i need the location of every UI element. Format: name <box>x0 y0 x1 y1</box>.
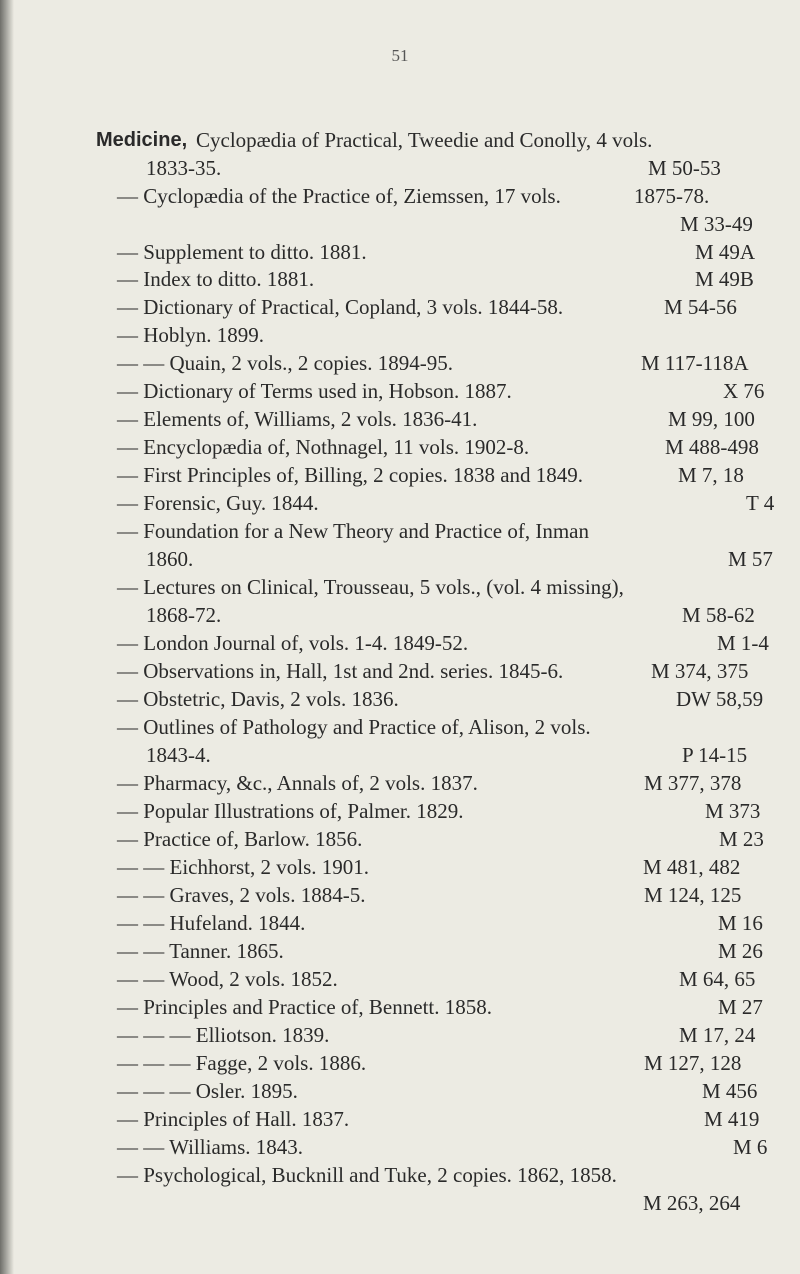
entry-line: — — Graves, 2 vols. 1884-5. <box>117 883 366 907</box>
entry-line: — Elements of, Williams, 2 vols. 1836-41. <box>117 407 478 431</box>
entry-line: — Dictionary of Terms used in, Hobson. 1887. <box>117 379 512 403</box>
entry-line: — Principles and Practice of, Bennett. 1858. <box>117 995 492 1019</box>
shelf-mark: M 26 <box>718 939 763 963</box>
entry-line: — — Eichhorst, 2 vols. 1901. <box>117 855 369 879</box>
shelf-mark: M 16 <box>718 911 763 935</box>
entry-line: — Psychological, Bucknill and Tuke, 2 copies. 1862, 1858. <box>117 1163 617 1187</box>
shelf-mark: M 6 <box>733 1135 768 1159</box>
shelf-mark: M 33-49 <box>680 212 753 236</box>
shelf-mark: M 49A <box>695 240 756 264</box>
shelf-mark: M 377, 378 <box>644 771 742 795</box>
shelf-mark: M 419 <box>704 1107 760 1131</box>
shelf-mark: M 27 <box>718 995 763 1019</box>
shelf-mark: M 127, 128 <box>644 1051 742 1075</box>
shelf-mark: M 481, 482 <box>643 855 741 879</box>
entry-line: — — Hufeland. 1844. <box>117 911 306 935</box>
entry-line: — Obstetric, Davis, 2 vols. 1836. <box>117 687 399 711</box>
shelf-mark: M 456 <box>702 1079 758 1103</box>
entry-line: — Cyclopædia of the Practice of, Ziemssen, 17 vols. <box>117 184 561 208</box>
binding-shadow <box>0 0 14 1274</box>
entry-date: 1860. <box>146 547 194 571</box>
shelf-mark: M 54-56 <box>664 295 737 319</box>
entry-line: — Forensic, Guy. 1844. <box>117 491 319 515</box>
entry-line: — — Williams. 1843. <box>117 1135 304 1159</box>
shelf-mark: M 49B <box>695 267 754 291</box>
entry-line: — Index to ditto. 1881. <box>117 267 315 291</box>
entry-line: — — — Fagge, 2 vols. 1886. <box>117 1051 367 1075</box>
entry-line: Cyclopædia of Practical, Tweedie and Conolly, 4 vols. <box>196 128 653 152</box>
entry-line: — — — Osler. 1895. <box>117 1079 298 1103</box>
shelf-mark: M 23 <box>719 827 764 851</box>
shelf-mark: M 1-4 <box>717 631 769 655</box>
entry-line: — Foundation for a New Theory and Practice of, Inman <box>117 519 589 543</box>
entry-line: — First Principles of, Billing, 2 copies. 1838 and 1849. <box>117 463 584 487</box>
shelf-mark: M 50-53 <box>648 156 721 180</box>
shelf-mark: M 64, 65 <box>679 967 756 991</box>
entry-line: — — Wood, 2 vols. 1852. <box>117 967 338 991</box>
shelf-mark: DW 58,59 <box>676 687 764 711</box>
entry-line: — Encyclopædia of, Nothnagel, 11 vols. 1902-8. <box>117 435 530 459</box>
shelf-mark: M 57 <box>728 547 773 571</box>
entry-date: 1875-78. <box>634 184 710 208</box>
entry-line: — Pharmacy, &c., Annals of, 2 vols. 1837. <box>117 771 478 795</box>
entry-line: — London Journal of, vols. 1-4. 1849-52. <box>117 631 469 655</box>
shelf-mark: M 117-118A <box>641 351 749 375</box>
entry-line: — Popular Illustrations of, Palmer. 1829. <box>117 799 464 823</box>
entry-line: — Outlines of Pathology and Practice of, Alison, 2 vols. <box>117 715 591 739</box>
entry-line: — — Quain, 2 vols., 2 copies. 1894-95. <box>117 351 453 375</box>
entry-line: — Practice of, Barlow. 1856. <box>117 827 363 851</box>
shelf-mark: M 58-62 <box>682 603 755 627</box>
entry-line: — Dictionary of Practical, Copland, 3 vols. 1844-58. <box>117 295 564 319</box>
shelf-mark: M 488-498 <box>665 435 759 459</box>
entry-date: 1868-72. <box>146 603 222 627</box>
entry-line: — — Tanner. 1865. <box>117 939 284 963</box>
page-number: 51 <box>391 46 409 65</box>
shelf-mark: M 124, 125 <box>644 883 742 907</box>
entry-line: — Lectures on Clinical, Trousseau, 5 vols., (vol. 4 missing), <box>117 575 624 599</box>
shelf-mark: M 374, 375 <box>651 659 749 683</box>
entry-line: — Hoblyn. 1899. <box>117 323 264 347</box>
shelf-mark: X 76 <box>723 379 765 403</box>
shelf-mark: M 7, 18 <box>678 463 744 487</box>
entry-line: — Supplement to ditto. 1881. <box>117 240 367 264</box>
shelf-mark: M 263, 264 <box>643 1191 741 1215</box>
shelf-mark: M 373 <box>705 799 761 823</box>
entry-line: — — — Elliotson. 1839. <box>117 1023 330 1047</box>
entry-date: 1833-35. <box>146 156 222 180</box>
shelf-mark: P 14-15 <box>682 743 748 767</box>
entry-line: — Principles of Hall. 1837. <box>117 1107 350 1131</box>
entry-date: 1843-4. <box>146 743 211 767</box>
shelf-mark: T 4 <box>746 491 775 515</box>
shelf-mark: M 99, 100 <box>668 407 755 431</box>
entry-heading: Medicine, <box>96 129 188 151</box>
shelf-mark: M 17, 24 <box>679 1023 756 1047</box>
entry-line: — Observations in, Hall, 1st and 2nd. series. 1845-6. <box>117 659 564 683</box>
